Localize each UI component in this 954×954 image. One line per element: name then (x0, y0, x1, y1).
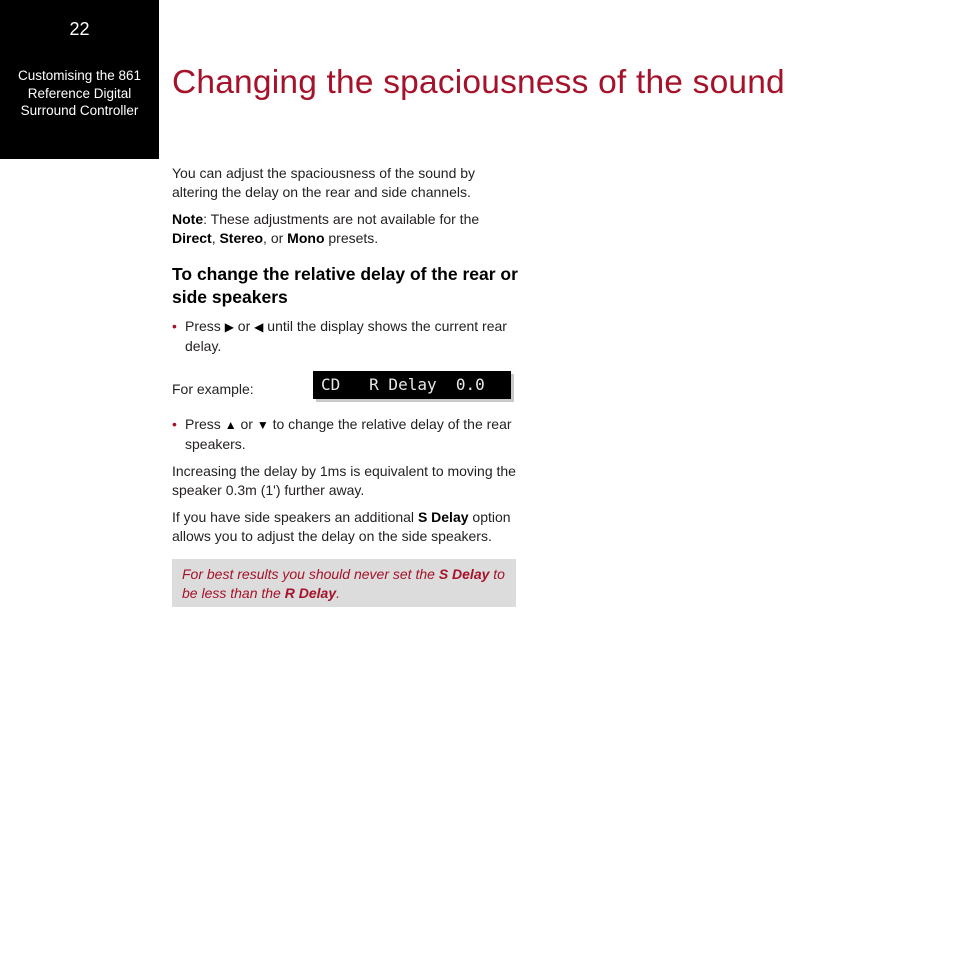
down-arrow-icon: ▼ (256, 418, 269, 432)
right-arrow-icon: ▶ (224, 320, 234, 334)
bullet-text: Press (185, 318, 225, 334)
sidebar-block (0, 0, 159, 159)
bullet-text: or (233, 318, 255, 334)
section-title-line: Reference Digital (27, 85, 132, 101)
tip-text: to be less than the (182, 566, 505, 601)
r-delay-term: R Delay (284, 584, 337, 601)
tip-text: For best results you should never set the (182, 566, 439, 582)
delay-paragraph: Increasing the delay by 1ms is equivalent to moving the speaker 0.3m (1') further away. (172, 463, 516, 498)
section-title-line: Customising the 861 (17, 68, 142, 83)
subheading: To change the relative delay of the rear or side speakers (172, 264, 518, 307)
bullet-dot: • (172, 416, 177, 432)
bullet-text: until the display shows the current rear delay. (185, 318, 507, 354)
tip-box (172, 559, 516, 607)
preset-stereo: Stereo (219, 229, 264, 246)
note-text: presets. (324, 229, 379, 246)
bullet-dot: • (172, 318, 177, 334)
s-delay-term: S Delay (417, 509, 469, 525)
note-separator: , or (263, 229, 288, 246)
bullet-item (172, 317, 522, 355)
bullet-text: to change the relative delay of the rear speakers. (185, 416, 512, 452)
main-content (172, 164, 522, 607)
paragraph-text: option allows you to adjust the delay on the side speakers. (172, 509, 511, 544)
note-text: : These adjustments are not available for the (203, 211, 480, 227)
bullet-text: or (236, 416, 257, 432)
bullet-item (172, 415, 522, 453)
tip-text: . (336, 584, 340, 601)
page-title: Changing the spaciousness of the sound (172, 64, 785, 101)
s-delay-term: S Delay (438, 566, 490, 582)
note-separator: , (211, 229, 220, 246)
page-number: 22 (69, 19, 90, 39)
left-arrow-icon: ◀ (254, 320, 264, 334)
note-paragraph (172, 210, 522, 247)
note-label: Note (172, 211, 204, 227)
side-speakers-paragraph (172, 508, 522, 545)
intro-paragraph: You can adjust the spaciousness of the sound by altering the delay on the rear and side channels. (172, 165, 476, 200)
section-title (0, 67, 159, 120)
example-label: For example: (172, 381, 254, 397)
lcd-display: CD R Delay 0.0 (313, 371, 511, 399)
up-arrow-icon: ▲ (224, 418, 237, 432)
bullet-text: Press (185, 416, 225, 432)
example-row (172, 367, 522, 415)
preset-direct: Direct (172, 229, 212, 246)
section-title-line: Surround Controller (20, 103, 139, 118)
preset-mono: Mono (287, 229, 325, 246)
paragraph-text: If you have side speakers an additional (172, 509, 418, 525)
